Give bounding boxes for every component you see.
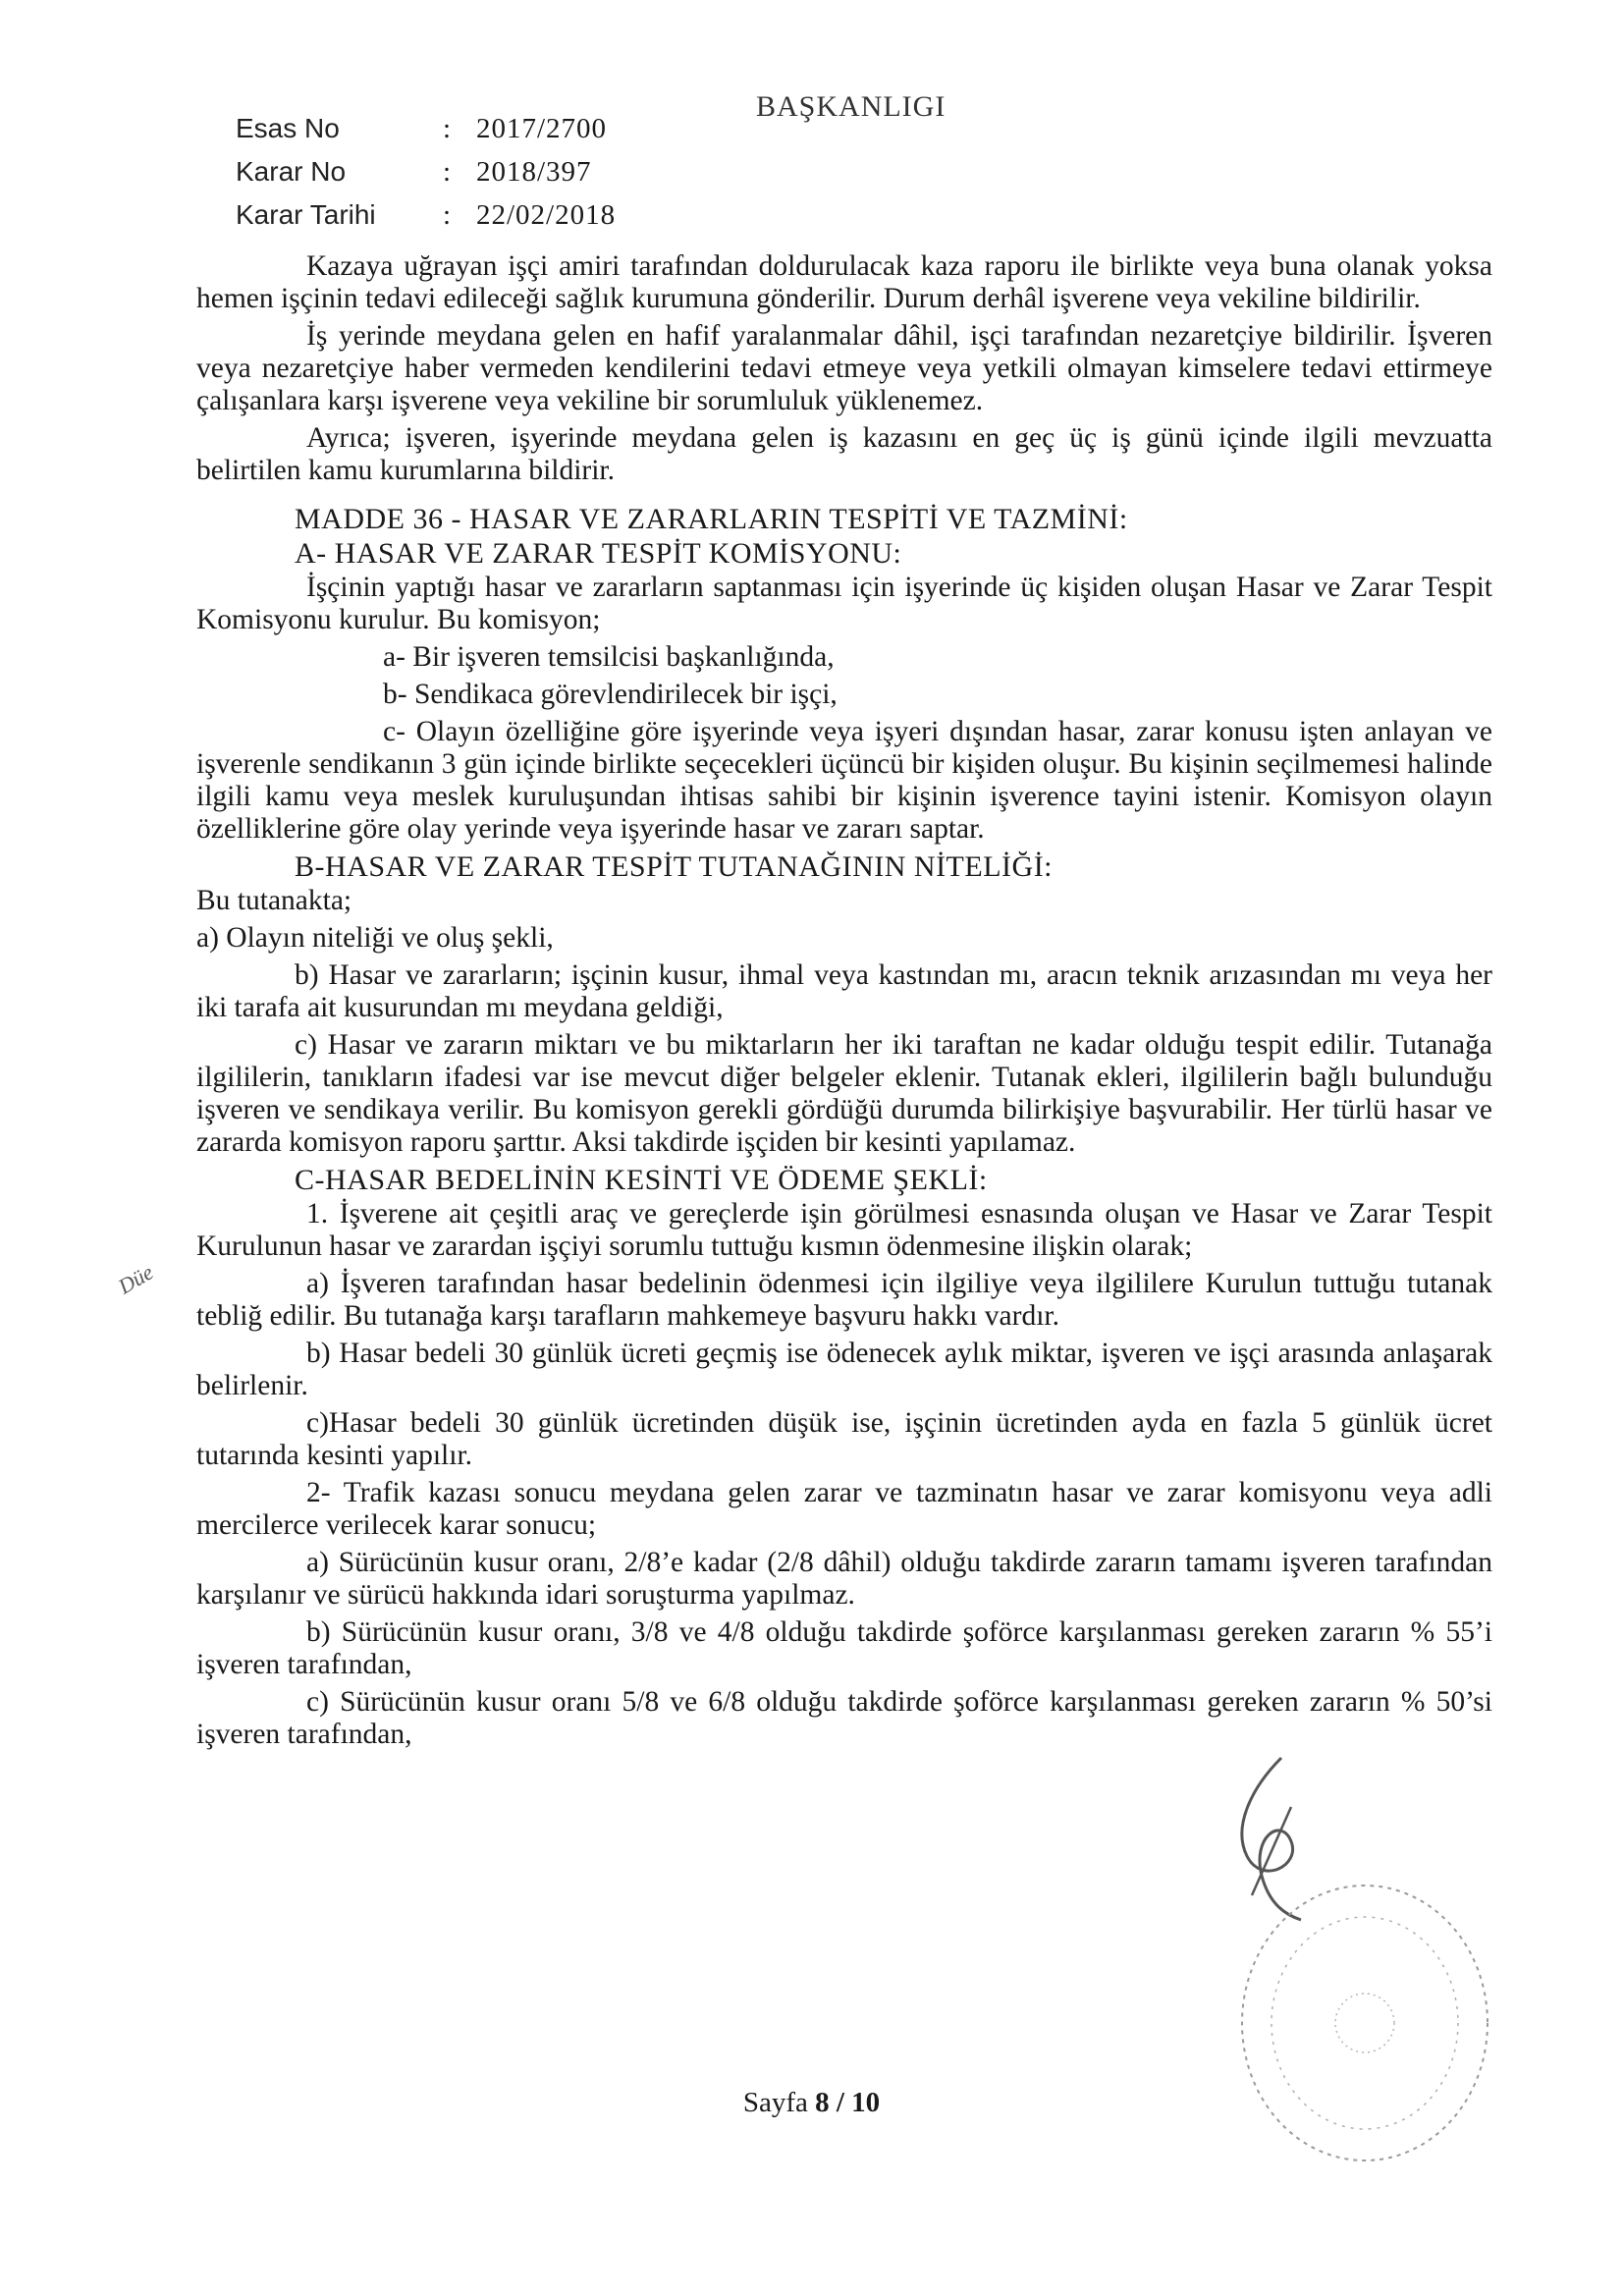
section-a-title: A- HASAR VE ZARAR TESPİT KOMİSYONU: (295, 537, 902, 570)
case-row-esas (236, 113, 673, 156)
case-label: Karar No (236, 156, 347, 187)
list-item: c) Hasar ve zararın miktarı ve bu miktarların her iki taraftan ne kadar olduğu tespit edilir. Tutanağa ilgililerin, tanıkların ifadesi var ise mevcut diğer belgeler eklenir. Tutanak ekleri, ilgililerin bağlı bulunduğu işveren ve sendikaya verilir. Bu komisyon gerekli gördüğü durumda bilirkişiye başvurabilir. Her türlü hasar ve zararda komisyon raporu şarttır. Aksi takdirde işçiden bir kesinti yapılamaz. (196, 1029, 1492, 1158)
paragraph: Kazaya uğrayan işçi amiri tarafından doldurulacak kaza raporu ile birlikte veya buna olanak yoksa hemen işçinin tedavi edileceği sağlık kurumuna gönderilir. Durum derhâl işverene veya vekiline bildirilir. (196, 250, 1492, 314)
paragraph: Bu tutanakta; (196, 885, 352, 916)
document-body (196, 250, 1492, 1756)
list-item: c)Hasar bedeli 30 günlük ücretinden düşük ise, işçinin ücretinden ayda en fazla 5 günlük ücret tutarında kesinti yapılır. (196, 1407, 1492, 1471)
list-item: c- Olayın özelliğine göre işyerinde veya işyeri dışından hasar, zarar konusu işten anlayan ve işverenle sendikanın 3 gün içinde birlikte seçecekleri üçüncü bir kişiden oluşur. Bu kişinin seçilmemesi halinde ilgili kamu veya meslek kuruluşundan ihtisas sahibi bir kişinin işverence tayini istenir. Komisyon olayın özelliklerine göre olay yerinde veya işyerinde hasar ve zararı saptar. (196, 716, 1492, 845)
section-b-title: B-HASAR VE ZARAR TESPİT TUTANAĞININ NİTELİĞİ: (295, 850, 1054, 883)
case-value: 2017/2700 (476, 113, 608, 144)
margin-initials: Düe (113, 1259, 158, 1299)
case-info-table (236, 113, 673, 243)
list-item: b) Hasar ve zararların; işçinin kusur, ihmal veya kastından mı, aracın teknik arızasından mı veya her iki tarafa ait kusurundan mı meydana geldiği, (196, 959, 1492, 1023)
case-separator: : (442, 156, 452, 188)
office-header: BAŞKANLIGI (756, 90, 947, 123)
official-stamp-icon (1217, 1866, 1512, 2180)
list-item: a- Bir işveren temsilcisi başkanlığında, (383, 641, 835, 673)
footer-prefix: Sayfa (742, 2087, 808, 2118)
list-item: a) İşveren tarafından hasar bedelinin ödenmesi için ilgiliye veya ilgililere Kurulun tuttuğu tutanak tebliğ edilir. Bu tutanağa karşı tarafların mahkemeye başvuru hakkı vardır. (196, 1268, 1492, 1332)
list-item: b) Sürücünün kusur oranı, 3/8 ve 4/8 olduğu takdirde şoförce karşılanması gereken zararın % 55’i işveren tarafından, (196, 1616, 1492, 1680)
list-item: a) Olayın niteliği ve oluş şekli, (196, 922, 554, 954)
case-label: Karar Tarihi (236, 199, 376, 230)
list-item: c) Sürücünün kusur oranı 5/8 ve 6/8 olduğu takdirde şoförce karşılanması gereken zararın % 50’si işveren tarafından, (196, 1686, 1492, 1750)
case-value: 22/02/2018 (476, 199, 617, 231)
paragraph: 1. İşverene ait çeşitli araç ve gereçlerde işin görülmesi esnasında oluşan ve Hasar ve Zarar Tespit Kurulunun hasar ve zarardan işçiyi sorumlu tuttuğu kısmın ödenmesine ilişkin olarak; (196, 1198, 1492, 1262)
case-value: 2018/397 (476, 156, 592, 188)
case-row-karar (236, 156, 673, 199)
case-label: Esas No (236, 113, 340, 143)
page-footer (0, 2087, 1623, 2119)
case-row-tarih (236, 199, 673, 243)
paragraph: 2- Trafik kazası sonucu meydana gelen zarar ve tazminatın hasar ve zarar komisyonu veya adli mercilerce verilecek karar sonucu; (196, 1477, 1492, 1541)
list-item: b- Sendikaca görevlendirilecek bir işçi, (383, 679, 838, 710)
paragraph: İş yerinde meydana gelen en hafif yaralanmalar dâhil, işçi tarafından nezaretçiye bildirilir. İşveren veya nezaretçiye haber vermeden kendilerini tedavi etmeye veya yetkili olmayan kimselere tedavi ettirmeye çalışanlara karşı işverene veya vekiline bir sorumluluk yüklenemez. (196, 320, 1492, 416)
case-separator: : (442, 199, 452, 231)
case-separator: : (442, 113, 452, 144)
paragraph: İşçinin yaptığı hasar ve zararların saptanması için işyerinde üç kişiden oluşan Hasar ve Zarar Tespit Komisyonu kurulur. Bu komisyon; (196, 572, 1492, 635)
list-item: a) Sürücünün kusur oranı, 2/8’e kadar (2/8 dâhil) olduğu takdirde zararın tamamı işveren tarafından karşılanır ve sürücü hakkında idari soruşturma yapılmaz. (196, 1547, 1492, 1611)
paragraph: Ayrıca; işveren, işyerinde meydana gelen iş kazasını en geç üç iş günü içinde ilgili mevzuatta belirtilen kamu kurumlarına bildirir. (196, 422, 1492, 486)
list-item: b) Hasar bedeli 30 günlük ücreti geçmiş ise ödenecek aylık miktar, işveren ve işçi arasında anlaşarak belirlenir. (196, 1338, 1492, 1401)
page-number: 8 / 10 (815, 2087, 881, 2118)
section-c-title: C-HASAR BEDELİNİN KESİNTİ VE ÖDEME ŞEKLİ: (295, 1164, 988, 1196)
article-title: MADDE 36 - HASAR VE ZARARLARIN TESPİTİ VE TAZMİNİ: (295, 503, 1128, 535)
